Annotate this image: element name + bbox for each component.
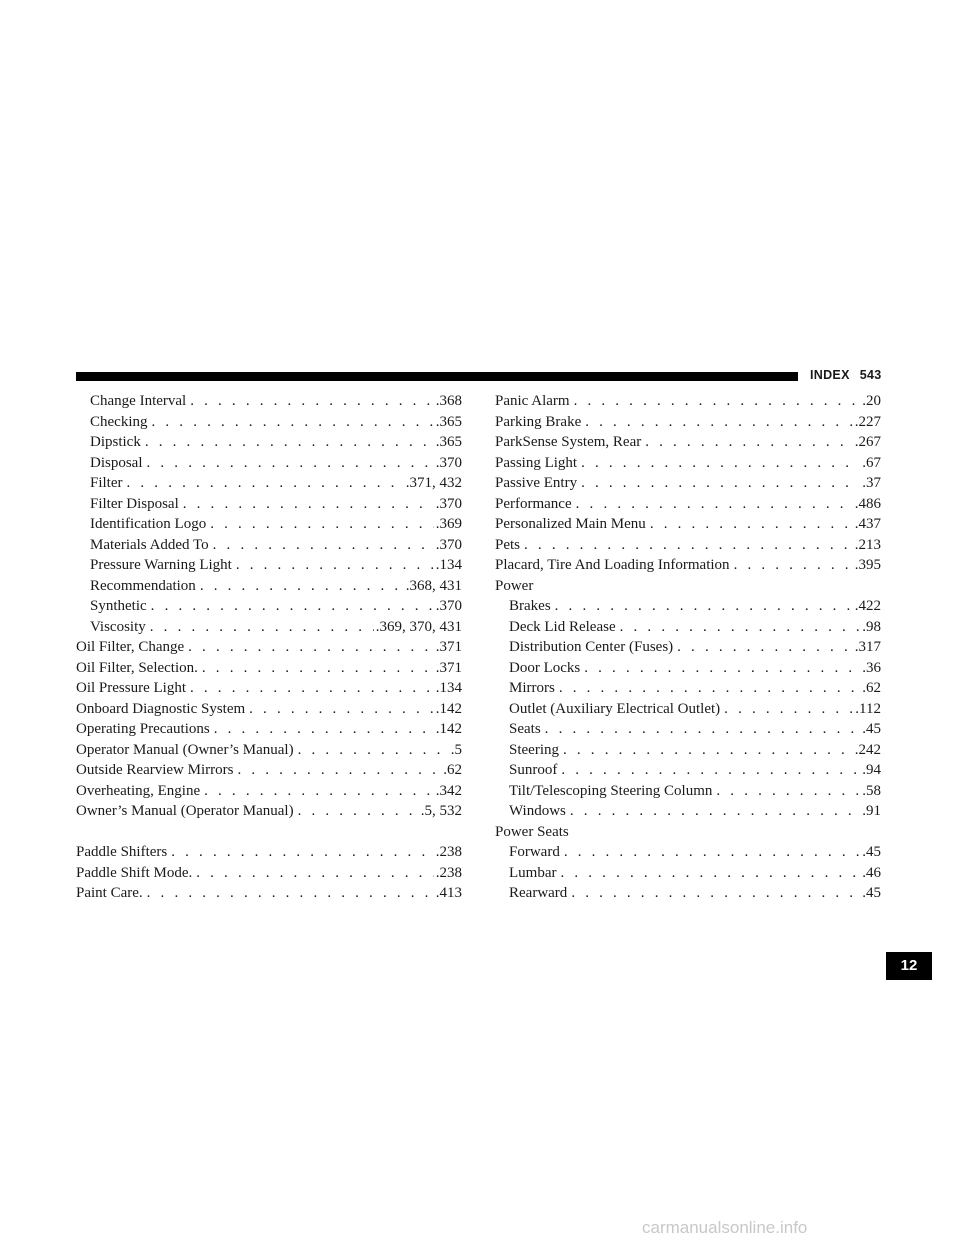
entry-page-ref[interactable]: .342 xyxy=(435,782,462,799)
dot-leader xyxy=(581,475,860,492)
entry-label: Owner’s Manual (Operator Manual) xyxy=(76,803,294,819)
index-entry[interactable] xyxy=(76,742,462,763)
dot-leader xyxy=(204,783,434,800)
entry-label: Paddle Shift Mode. xyxy=(76,864,193,881)
entry-label: Tilt/Telescoping Steering Column xyxy=(509,782,713,799)
dot-leader xyxy=(716,783,860,800)
entry-label: Rearward xyxy=(509,885,568,901)
index-subentry[interactable] xyxy=(495,619,881,640)
entry-label: Change Interval xyxy=(90,393,187,409)
entry-label: Seats xyxy=(509,721,541,737)
dot-leader xyxy=(202,660,434,677)
index-heading: Power xyxy=(495,577,534,594)
dot-leader xyxy=(249,701,434,718)
index-subentry[interactable] xyxy=(76,578,462,599)
entry-page-ref[interactable]: .238 xyxy=(435,864,462,881)
entry-page-ref[interactable]: .369 xyxy=(435,516,462,532)
entry-page-ref[interactable]: .62 xyxy=(862,680,881,696)
entry-page-ref[interactable]: .45 xyxy=(862,885,881,901)
dot-leader xyxy=(650,516,853,533)
index-entry[interactable] xyxy=(495,455,881,476)
dot-leader xyxy=(645,434,853,451)
index-subentry[interactable] xyxy=(76,598,462,619)
dot-leader xyxy=(150,619,374,636)
entry-page-ref[interactable]: .238 xyxy=(435,844,462,860)
entry-label: Steering xyxy=(509,741,559,758)
entry-page-ref[interactable]: .486 xyxy=(854,495,881,512)
entry-page-ref[interactable]: .5 xyxy=(450,741,462,758)
entry-page-ref[interactable]: .213 xyxy=(854,536,881,553)
index-subentry[interactable] xyxy=(495,783,881,804)
entry-label: Windows xyxy=(509,803,566,819)
entry-label: Recommendation xyxy=(90,577,196,594)
dot-leader xyxy=(576,496,853,513)
entry-page-ref[interactable]: .134 xyxy=(435,680,462,696)
index-subentry[interactable] xyxy=(495,865,881,886)
entry-label: Outside Rearview Mirrors xyxy=(76,762,234,778)
index-subentry[interactable] xyxy=(76,537,462,558)
index-subentry[interactable] xyxy=(76,475,462,496)
index-entry[interactable] xyxy=(76,865,462,886)
index-subentry[interactable] xyxy=(76,434,462,455)
index-entry[interactable] xyxy=(495,434,881,455)
index-subentry[interactable] xyxy=(495,885,881,906)
entry-label: Materials Added To xyxy=(90,536,209,553)
entry-page-ref[interactable]: .67 xyxy=(862,454,881,471)
entry-label: Distribution Center (Fuses) xyxy=(509,639,674,655)
entry-page-ref[interactable]: .413 xyxy=(435,885,462,901)
index-entry[interactable] xyxy=(495,537,881,558)
dot-leader xyxy=(188,639,434,656)
entry-label: Deck Lid Release xyxy=(509,618,616,635)
entry-label: Parking Brake xyxy=(495,413,582,430)
entry-page-ref[interactable]: .45 xyxy=(862,844,881,860)
entry-label: Oil Pressure Light xyxy=(76,680,186,696)
index-entry[interactable] xyxy=(495,496,881,517)
dot-leader xyxy=(298,742,449,759)
entry-page-ref[interactable]: .142 xyxy=(435,721,462,737)
entry-page-ref[interactable]: .370 xyxy=(435,598,462,614)
entry-label: Filter Disposal xyxy=(90,495,179,512)
running-header xyxy=(810,368,881,382)
entry-label: Checking xyxy=(90,413,148,430)
entry-label: Door Locks xyxy=(509,659,581,676)
index-entry[interactable] xyxy=(76,762,462,783)
dot-leader xyxy=(127,475,404,492)
index-column-right xyxy=(495,393,881,906)
index-entry[interactable] xyxy=(495,414,881,435)
entry-label: ParkSense System, Rear xyxy=(495,434,642,450)
entry-label: Sunroof xyxy=(509,762,558,778)
dot-leader xyxy=(584,660,860,677)
entry-label: Disposal xyxy=(90,454,143,471)
entry-page-ref[interactable]: .91 xyxy=(862,803,881,819)
dot-leader xyxy=(196,865,434,882)
index-entry[interactable] xyxy=(495,516,881,537)
entry-page-ref[interactable]: .370 xyxy=(435,536,462,553)
index-subentry[interactable] xyxy=(495,844,881,865)
index-subentry[interactable] xyxy=(495,762,881,783)
entry-label: Oil Filter, Change xyxy=(76,639,185,655)
section-title: INDEX xyxy=(810,368,850,382)
index-subentry[interactable] xyxy=(495,639,881,660)
entry-page-ref[interactable]: .98 xyxy=(862,618,881,635)
entry-label: Paint Care. xyxy=(76,885,143,901)
dot-leader xyxy=(581,455,860,472)
dot-leader xyxy=(561,762,860,779)
entry-label: Placard, Tire And Loading Information xyxy=(495,557,730,573)
header-rule xyxy=(76,372,798,381)
dot-leader xyxy=(564,844,860,861)
index-entry[interactable] xyxy=(76,639,462,660)
entry-page-ref[interactable]: .368, 431 xyxy=(405,577,462,594)
entry-page-ref[interactable]: .5, 532 xyxy=(420,803,462,819)
entry-label: Personalized Main Menu xyxy=(495,516,646,532)
entry-label: Synthetic xyxy=(90,598,147,614)
dot-leader xyxy=(147,455,434,472)
index-subentry[interactable] xyxy=(495,660,881,681)
dot-leader xyxy=(152,414,434,431)
entry-page-ref[interactable]: .37 xyxy=(862,475,881,491)
entry-page-ref[interactable]: .365 xyxy=(435,413,462,430)
index-heading: Power Seats xyxy=(495,823,569,840)
dot-leader xyxy=(190,680,434,697)
entry-label: Pets xyxy=(495,536,521,553)
dot-leader xyxy=(560,865,860,882)
dot-leader xyxy=(190,393,434,410)
index-entry[interactable] xyxy=(76,844,462,865)
dot-leader xyxy=(200,578,404,595)
entry-page-ref[interactable]: .371 xyxy=(435,659,462,676)
entry-page-ref[interactable]: .112 xyxy=(855,700,881,717)
index-subentry[interactable] xyxy=(495,742,881,763)
entry-page-ref[interactable]: .267 xyxy=(854,434,881,450)
index-entry[interactable] xyxy=(495,475,881,496)
entry-page-ref[interactable]: .46 xyxy=(862,864,881,881)
index-entry[interactable] xyxy=(495,393,881,414)
entry-page-ref[interactable]: .142 xyxy=(435,700,462,717)
dot-leader xyxy=(171,844,434,861)
entry-page-ref[interactable]: .20 xyxy=(862,393,881,409)
dot-leader xyxy=(298,803,419,820)
index-subentry[interactable] xyxy=(76,393,462,414)
entry-page-ref[interactable]: .94 xyxy=(862,762,881,778)
entry-page-ref[interactable]: .370 xyxy=(435,495,462,512)
entry-page-ref[interactable]: .370 xyxy=(435,454,462,471)
index-entry[interactable] xyxy=(76,680,462,701)
dot-leader xyxy=(734,557,853,574)
index-subentry[interactable] xyxy=(76,496,462,517)
entry-page-ref[interactable]: .317 xyxy=(854,639,881,655)
entry-label: Passive Entry xyxy=(495,475,578,491)
index-entry[interactable] xyxy=(495,557,881,578)
entry-page-ref[interactable]: .45 xyxy=(862,721,881,737)
dot-leader xyxy=(677,639,853,656)
dot-leader xyxy=(563,742,853,759)
index-subentry[interactable] xyxy=(495,680,881,701)
dot-leader xyxy=(147,885,434,902)
entry-page-ref[interactable]: .368 xyxy=(435,393,462,409)
index-entry[interactable] xyxy=(76,885,462,906)
dot-leader xyxy=(585,414,853,431)
entry-label: Pressure Warning Light xyxy=(90,557,232,573)
entry-label: Overheating, Engine xyxy=(76,782,201,799)
dot-leader xyxy=(524,537,853,554)
index-subentry[interactable] xyxy=(495,721,881,742)
entry-label: Passing Light xyxy=(495,454,578,471)
dot-leader xyxy=(724,701,853,718)
entry-page-ref[interactable]: .227 xyxy=(854,413,881,430)
entry-page-ref[interactable]: .371 xyxy=(435,639,462,655)
dot-leader xyxy=(555,598,853,615)
entry-label: Forward xyxy=(509,844,560,860)
dot-leader xyxy=(559,680,860,697)
entry-label: Lumbar xyxy=(509,864,557,881)
entry-label: Onboard Diagnostic System xyxy=(76,700,246,717)
dot-leader xyxy=(570,803,860,820)
entry-label: Viscosity xyxy=(90,618,146,635)
entry-label: Performance xyxy=(495,495,572,512)
dot-leader xyxy=(213,537,434,554)
dot-leader xyxy=(210,516,434,533)
chapter-tab[interactable]: 12 xyxy=(886,952,932,980)
dot-leader xyxy=(214,721,434,738)
entry-page-ref[interactable]: .36 xyxy=(862,659,881,676)
entry-label: Panic Alarm xyxy=(495,393,570,409)
dot-leader xyxy=(571,885,860,902)
entry-page-ref[interactable]: .134 xyxy=(435,557,462,573)
dot-leader xyxy=(574,393,861,410)
entry-label: Operating Precautions xyxy=(76,721,210,737)
index-entry[interactable] xyxy=(76,660,462,681)
entry-page-ref[interactable]: .365 xyxy=(435,434,462,450)
dot-leader xyxy=(237,762,441,779)
index-subentry[interactable] xyxy=(495,598,881,619)
index-subentry[interactable] xyxy=(495,803,881,824)
index-entry[interactable] xyxy=(76,803,462,824)
index-subentry[interactable] xyxy=(495,701,881,722)
index-subentry[interactable] xyxy=(76,557,462,578)
entry-page-ref[interactable]: .242 xyxy=(854,741,881,758)
dot-leader xyxy=(145,434,434,451)
watermark: carmanualsonline.info xyxy=(642,1218,808,1237)
entry-label: Brakes xyxy=(509,598,551,614)
entry-label: Mirrors xyxy=(509,680,555,696)
entry-label: Oil Filter, Selection. xyxy=(76,659,198,676)
entry-page-ref[interactable]: .395 xyxy=(854,557,881,573)
entry-label: Identification Logo xyxy=(90,516,207,532)
entry-page-ref[interactable]: .58 xyxy=(862,782,881,799)
index-entry[interactable] xyxy=(76,783,462,804)
entry-page-ref[interactable]: .437 xyxy=(854,516,881,532)
index-subentry[interactable] xyxy=(76,619,462,640)
index-subentry[interactable] xyxy=(76,414,462,435)
entry-label: Filter xyxy=(90,475,123,491)
page-number: 543 xyxy=(859,368,882,382)
index-column-left xyxy=(76,393,462,906)
entry-label: Paddle Shifters xyxy=(76,844,168,860)
entry-label: Dipstick xyxy=(90,434,141,450)
index-subentry[interactable] xyxy=(76,455,462,476)
index-entry[interactable] xyxy=(76,721,462,742)
entry-label: Outlet (Auxiliary Electrical Outlet) xyxy=(509,700,721,717)
index-entry[interactable] xyxy=(76,701,462,722)
entry-page-ref[interactable]: .422 xyxy=(854,598,881,614)
entry-page-ref[interactable]: .369, 370, 431 xyxy=(375,618,462,635)
dot-leader xyxy=(183,496,434,513)
dot-leader xyxy=(236,557,434,574)
entry-label: Operator Manual (Owner’s Manual) xyxy=(76,741,294,758)
dot-leader xyxy=(151,598,434,615)
entry-spacer xyxy=(76,824,462,845)
entry-page-ref[interactable]: .62 xyxy=(443,762,462,778)
dot-leader xyxy=(545,721,861,738)
index-subentry[interactable] xyxy=(76,516,462,537)
dot-leader xyxy=(620,619,861,636)
entry-page-ref[interactable]: .371, 432 xyxy=(405,475,462,491)
